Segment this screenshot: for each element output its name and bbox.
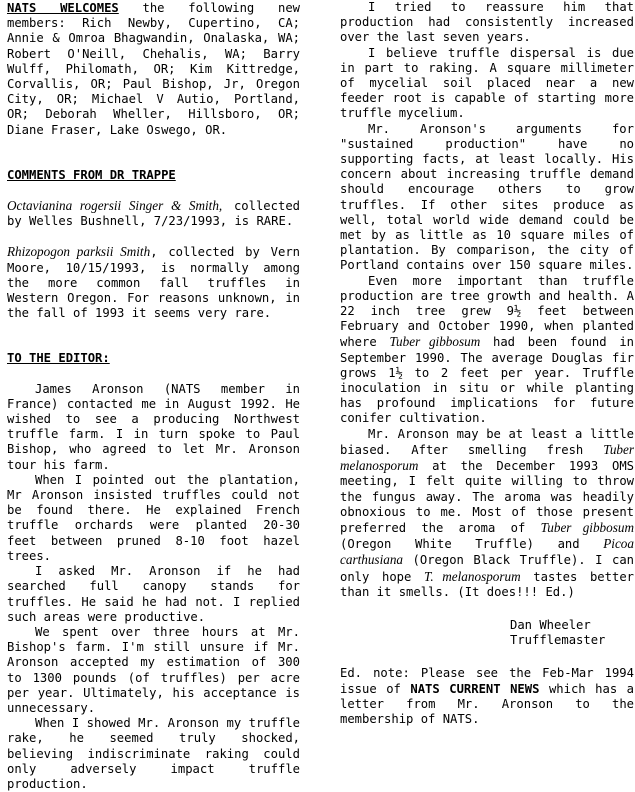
editor-note-publication: NATS CURRENT NEWS xyxy=(410,681,540,696)
editor-note xyxy=(340,666,634,727)
trappe-item-1 xyxy=(7,198,300,229)
editor-paragraph-6: I tried to reassure him that production had consistently increased over the last seven years. xyxy=(340,0,634,45)
editor-paragraph-10a: Mr. Aronson may be at least a little biased. After smelling fresh xyxy=(340,426,634,457)
editor-heading: TO THE EDITOR: xyxy=(7,351,110,366)
species-t-melanosporum: T. melanosporum xyxy=(424,568,521,584)
species-tuber-gibbosum-2: Tuber gibbosum xyxy=(540,519,634,535)
editor-paragraph-8: Mr. Aronson's arguments for "sustained production" have no supporting facts, at least locally. His concern about increasing truffle demand should encourage others to grow truffles. If other sites produce as well, total world wide demand could be met by as little as 10 square miles of plantation. By comparison, the city of Portland contains over 150 square miles. xyxy=(340,121,634,273)
editor-paragraph-10d: (Oregon Black Truffle). I can only hope xyxy=(340,553,634,584)
welcomes-paragraph xyxy=(7,1,300,138)
editor-paragraph-9 xyxy=(340,274,634,427)
editor-paragraph-4: We spent over three hours at Mr. Bishop's farm. I'm still unsure if Mr. Aronson accepted my estimation of 300 to 1300 pounds (of truffles) per acre per year. Ultimately, his acceptance is unnecessary. xyxy=(7,624,300,715)
trappe-item-1-text: collected by Welles Bushnell, 7/23/1993, is RARE. xyxy=(7,199,300,229)
trappe-item-2 xyxy=(7,244,300,321)
editor-paragraph-10c: (Oregon White Truffle) and xyxy=(340,537,604,552)
species-tuber-gibbosum: Tuber gibbosum xyxy=(389,334,481,350)
trappe-heading: COMMENTS FROM DR TRAPPE xyxy=(7,167,176,182)
trappe-item-2-species: Rhizopogon parksii Smith xyxy=(7,244,151,260)
editor-paragraph-7: I believe truffle dispersal is due in part to raking. A square millimeter of mycelial soil placed near a new feeder root is capable of starting more truffle mycelium. xyxy=(340,45,634,121)
right-column xyxy=(340,0,634,727)
signature-title: Trufflemaster xyxy=(510,633,606,648)
signature-name: Dan Wheeler xyxy=(510,617,591,632)
editor-paragraph-2: When I pointed out the plantation, Mr Aronson insisted truffles could not be found there. He explained French truffle orchards were planted 20-30 feet between pruned 8-10 foot hazel trees. xyxy=(7,472,300,563)
species-picoa-carthusiana: Picoa carthusiana xyxy=(340,536,634,568)
welcomes-heading: NATS WELCOMES xyxy=(7,1,119,15)
editor-paragraph-10e: tastes better than it smells. (It does!!! Ed.) xyxy=(340,569,634,599)
trappe-item-1-species: Octavianina rogersii Singer & Smith, xyxy=(7,198,223,214)
editor-paragraph-9b: had been found in September 1990. The average Douglas fir grows 1½ to 2 feet per year. Truffle inoculation in situ or while planting has profound implications for future conifer cultivation. xyxy=(340,335,635,426)
editor-note-a: Ed. note: Please see the Feb-Mar 1994 issue of xyxy=(340,666,634,696)
editor-note-b: which has a letter from Mr. Aronson to the membership of NATS. xyxy=(340,681,634,726)
species-tuber-melanosporum: Tuber melanosporum xyxy=(340,441,634,474)
editor-paragraph-10b: at the December 1993 OMS meeting, I felt quite willing to throw the fungus away. The aroma was headily obnoxious to me. Most of those present preferred the aroma of xyxy=(340,459,634,535)
editor-paragraph-1: James Aronson (NATS member in France) contacted me in August 1992. He wished to see a producing Northwest truffle farm. I in turn spoke to Paul Bishop, who agreed to let Mr. Aronson tour his farm. xyxy=(7,381,300,472)
editor-paragraph-10 xyxy=(340,427,634,600)
editor-paragraph-5: When I showed Mr. Aronson my truffle rake, he seemed truly shocked, believing indiscriminate raking could only adversely impact truffle production. xyxy=(7,716,300,791)
welcomes-text: the following new members: Rich Newby, Cupertino, CA; Annie & Omroa Bhagwandin, Onalaska, WA; Robert O'Neill, Chehalis, WA; Barry Wulff, Philomath, OR; Kim Kittredge, Corvallis, OR; Paul Bishop, Jr, Oregon City, OR; Michael V Autio, Portland, OR; Deborah Wheller, Hillsboro, OR; Diane Fraser, Lake Oswego, OR. xyxy=(7,1,301,137)
left-column xyxy=(7,0,300,792)
editor-paragraph-3: I asked Mr. Aronson if he had searched full canopy stands for truffles. He said he had not. I replied such areas were productive. xyxy=(7,564,300,624)
editor-paragraph-9a: Even more important than truffle production are tree growth and health. A 22 inch tree grew 9½ feet between February and October 1990, when planted where xyxy=(340,273,634,350)
trappe-item-2-text: , collected by Vern Moore, 10/15/1993, is normally among the more common fall truffles in Western Oregon. For reasons unknown, in the fall of 1993 it seems very rare. xyxy=(7,245,300,321)
